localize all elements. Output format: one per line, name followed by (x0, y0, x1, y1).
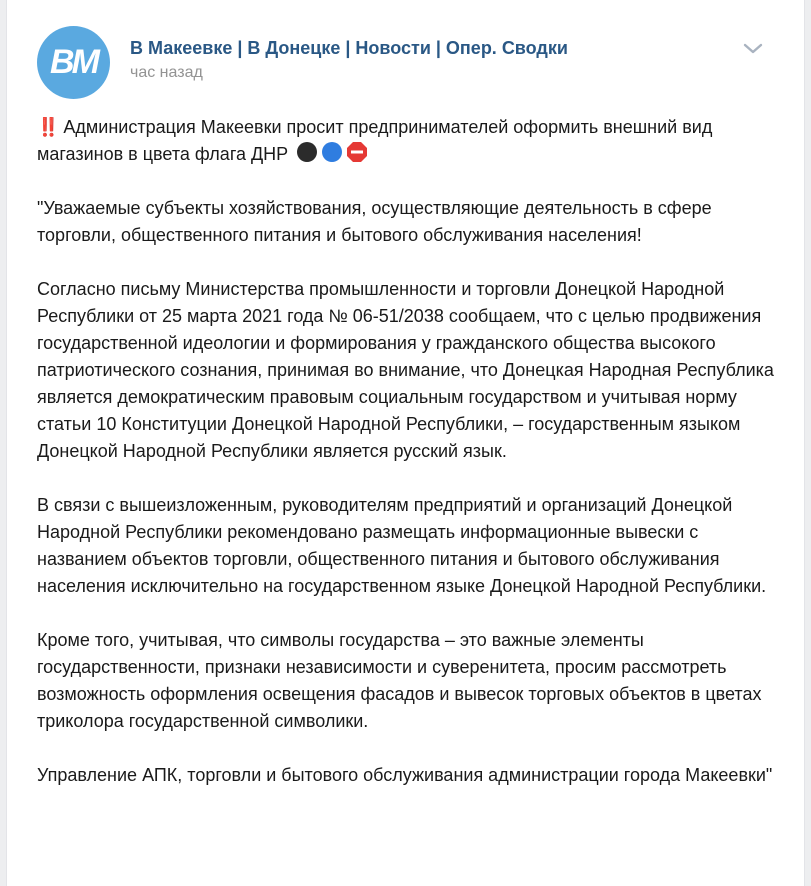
group-avatar[interactable] (37, 26, 110, 99)
double-exclamation-icon: ‼️ (37, 117, 58, 137)
post-paragraph: В связи с вышеизложенным, руководителям предприятий и организаций Донецкой Народной Республики рекомендовано размещать информационные вывески с названием объектов торговли, общественного питания и бытового обслуживания населения исключительно на государственном языке Донецкой Народной Республики. (37, 495, 767, 596)
red-stop-icon (346, 141, 368, 163)
group-name-link[interactable]: В Макеевке | В Донецке | Новости | Опер. Сводки (130, 38, 568, 58)
post-headline (37, 114, 777, 168)
blue-circle-icon (321, 141, 343, 163)
chevron-down-icon[interactable] (742, 40, 764, 56)
post-time[interactable]: час назад (130, 64, 203, 81)
headline-text: Администрация Макеевки просит предпринимателей оформить внешний вид магазинов в цвета флага ДНР (37, 117, 713, 164)
post-paragraph: Кроме того, учитывая, что символы государства – это важные элементы государственности, признаки независимости и суверенитета, просим рассмотреть возможность оформления освещения фасадов и вывесок торговых объектов в цветах триколора государственной символики. (37, 630, 762, 731)
post-text (37, 114, 777, 816)
avatar-text: BM (50, 43, 97, 81)
post-paragraph: Согласно письму Министерства промышленности и торговли Донецкой Народной Республики от 25 марта 2021 года № 06-51/2038 сообщаем, что с целью продвижения государственной идеологии и формирования у гражданского общества высокого патриотического сознания, принимая во внимание, что Донецкая Народная Республика является демократическим правовым социальным государством и учитывая норму статьи 10 Конституции Донецкой Народной Республики, – государственным языком Донецкой Народной Республики является русский язык. (37, 279, 774, 461)
post-paragraph: Управление АПК, торговли и бытового обслуживания администрации города Макеевки" (37, 765, 773, 785)
black-circle-icon (296, 141, 318, 163)
post-card (6, 0, 805, 886)
post-paragraph: "Уважаемые субъекты хозяйствования, осуществляющие деятельность в сфере торговли, общественного питания и бытового обслуживания населения! (37, 198, 712, 245)
